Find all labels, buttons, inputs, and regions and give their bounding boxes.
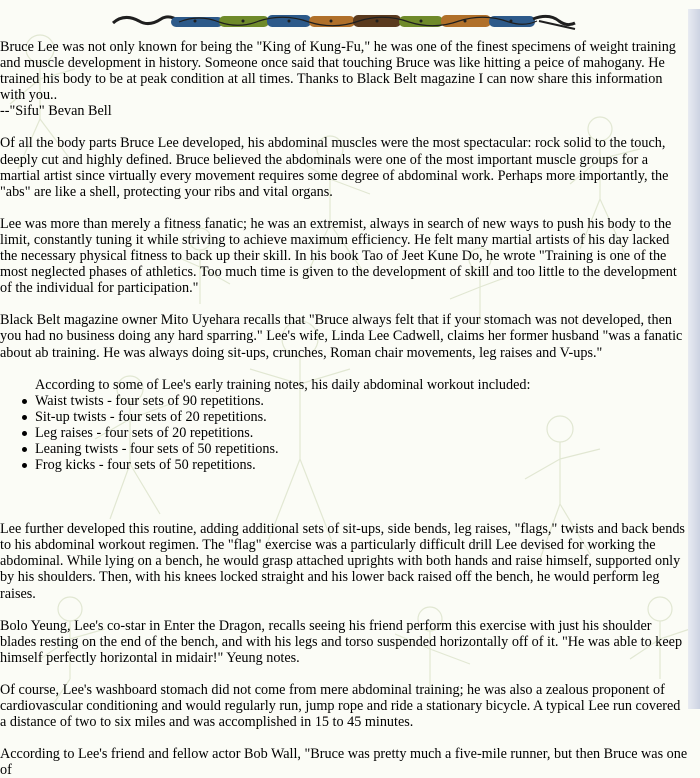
article-paragraph: According to Lee's friend and fellow actor Bob Wall, "Bruce was pretty much a five-mile runner, but then Bruce was one of: [0, 746, 688, 778]
article-paragraph: Of course, Lee's washboard stomach did not come from mere abdominal training; he was also a zealous proponent of cardiovascular conditioning and would regularly run, jump rope and ride a stationary bicycle. A typical Lee run covered a distance of two to six miles and was accomplished in 15 to 45 minutes.: [0, 681, 681, 731]
article-paragraph: Black Belt magazine owner Mito Uyehara recalls that "Bruce always felt that if your stomach was not developed, then you had no business doing any hard sparring." Lee's wife, Linda Lee Cadwell, claims her former husband "was a fanatic about ab training. He was always doing sit-ups, crunches, Roman chair movements, leg raises and V-ups.": [0, 312, 683, 361]
dragon-banner-icon: [109, 9, 579, 33]
workout-intro: According to some of Lee's early training notes, his daily abdominal workout included:: [35, 376, 531, 393]
list-item: Leaning twists - four sets of 50 repetitions.: [35, 441, 688, 457]
intro-text: Bruce Lee was not only known for being the "King of Kung-Fu," he was one of the finest specimens of weight training and muscle development in history. Someone once said that touching Bruce was like hitting a peice of mahogany. He trained his body to be at peak condition at all times. Thanks to Black Belt magazine I can now share this information with you..: [0, 39, 676, 104]
window-edge: [688, 9, 700, 709]
list-item: Waist twists - four sets of 90 repetitions.: [35, 393, 688, 409]
article-paragraph: Lee was more than merely a fitness fanatic; he was an extremist, always in search of new ways to push his body to the limit, constantly tuning it while striving to achieve maximum efficiency. He felt many martial artists of his day lacked the necessary physical fitness to back up their skill. In his book Tao of Jeet Kune Do, he wrote "Training is one of the most neglected phases of athletics. Too much time is given to the development of skill and too little to the development of the individual for participation.": [0, 215, 677, 297]
signature: --"Sifu" Bevan Bell: [0, 103, 112, 120]
intro-paragraph: [0, 39, 688, 119]
article: [0, 9, 696, 778]
article-paragraph: Lee further developed this routine, adding additional sets of sit-ups, side bends, leg raises, "flags," twists and back bends to his abdominal workout regimen. The "flag" exercise was a particularly difficult drill Lee devised for working the abdominal. While lying on a bench, he would grasp attached uprights with both hands and raise himself, supported only by his shoulders. Then, with his knees locked straight and his lower back raised off the bench, he would perform leg raises.: [0, 521, 685, 602]
workout-list: [0, 393, 688, 473]
list-item: Frog kicks - four sets of 50 repetitions.: [35, 457, 688, 473]
article-paragraph: Of all the body parts Bruce Lee developed, his abdominal muscles were the most spectacular: rock solid to the touch, deeply cut and highly defined. Bruce believed the abdominals were one of the most important muscle groups for a martial artist since virtually every movement requires some degree of abdominal work. Perhaps more importantly, the "abs" are like a shell, protecting your ribs and vital organs.: [0, 135, 669, 200]
list-item: Sit-up twists - four sets of 20 repetitions.: [35, 409, 688, 425]
spacer: [0, 473, 688, 521]
list-item: Leg raises - four sets of 20 repetitions.: [35, 425, 688, 441]
article-paragraph: Bolo Yeung, Lee's co-star in Enter the Dragon, recalls seeing his friend perform this exercise with just his shoulder blades resting on the end of the bench, and with his legs and torso suspended horizontally off of it. "He was able to keep himself perfectly horizontal in midair!" Yeung notes.: [0, 617, 683, 666]
